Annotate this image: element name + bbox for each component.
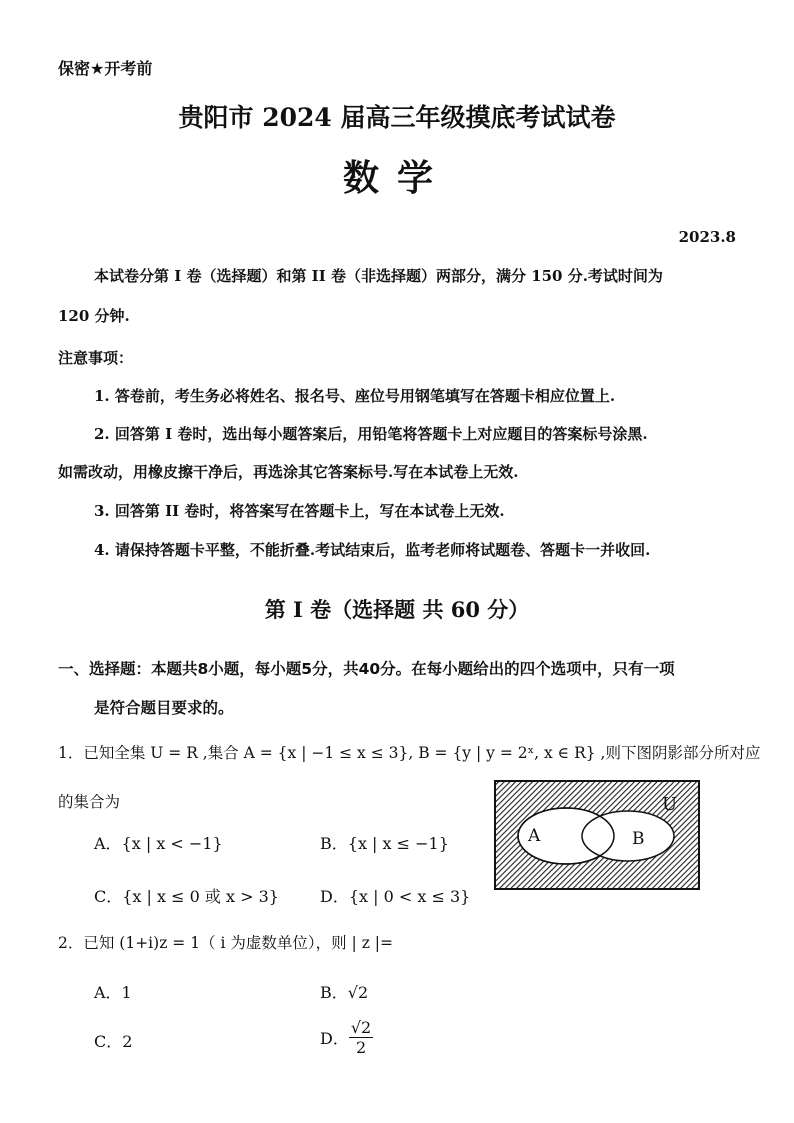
q1-option-c: C．{x | x ≤ 0 或 x > 3} [94, 887, 279, 906]
part-heading-line-2: 是符合题目要求的。 [94, 699, 234, 717]
note-item: 1. 答卷前，考生务必将姓名、报名号、座位号用钢笔填写在答题卡相应位置上. [94, 387, 616, 405]
q2-option-a: A．1 [94, 983, 132, 1002]
venn-diagram [494, 780, 700, 890]
q2-option-b-prefix: B． [320, 983, 348, 1002]
subject-title: 数学 [342, 157, 451, 199]
q1-stem-line-2: 的集合为 [58, 793, 121, 811]
q1-option-a: A．{x | x < −1} [94, 834, 223, 853]
universe-label: U [662, 794, 678, 815]
set-b-label: B [632, 829, 645, 849]
q2-option-b-value: √2 [347, 983, 369, 1002]
q1-option-d: D．{x | 0 < x ≤ 3} [320, 887, 471, 906]
notes-heading: 注意事项： [58, 349, 134, 367]
q2-option-d [320, 1018, 373, 1057]
note-item: 4. 请保持答题卡平整，不能折叠.考试结束后，监考老师将试题卷、答题卡一并收回. [94, 541, 651, 559]
intro-line-2: 120 分钟. [58, 307, 130, 325]
confidential-label: 保密★开考前 [58, 59, 153, 78]
q2-option-b [320, 980, 368, 1003]
q2-option-d-prefix: D． [320, 1029, 349, 1048]
q2-option-d-fraction [349, 1018, 373, 1057]
q1-stem-line-1: 1．已知全集 U = R ,集合 A = {x | −1 ≤ x ≤ 3}, B = {y | y = 2ˣ, x ∈ R} ,则下图阴影部分所对应 [58, 744, 761, 762]
exam-date: 2023.8 [678, 228, 736, 246]
part-heading-line-1: 一、选择题：本题共8小题，每小题5分，共40分。在每小题给出的四个选项中，只有一项 [58, 660, 675, 678]
q1-option-b: B．{x | x ≤ −1} [320, 834, 449, 853]
note-item: 2. 回答第 I 卷时，选出每小题答案后，用铅笔将答题卡上对应题目的答案标号涂黑. [94, 425, 648, 443]
note-item: 3. 回答第 II 卷时，将答案写在答题卡上，写在本试卷上无效. [94, 502, 505, 520]
fraction-numerator: √2 [350, 1018, 372, 1037]
set-b-ellipse [582, 811, 674, 861]
exam-title: 贵阳市 2024 届高三年级摸底考试试卷 [178, 103, 616, 132]
note-item-continuation: 如需改动，用橡皮擦干净后，再选涂其它答案标号.写在本试卷上无效. [58, 463, 519, 481]
section-title: 第 I 卷（选择题 共 60 分） [264, 597, 530, 622]
set-a-label: A [528, 826, 541, 846]
fraction-denominator: 2 [355, 1038, 367, 1057]
q2-option-c: C．2 [94, 1032, 133, 1051]
intro-line-1: 本试卷分第 I 卷（选择题）和第 II 卷（非选择题）两部分，满分 150 分.考试时间为 [94, 267, 663, 285]
q2-stem: 2．已知 (1+i)z = 1（ i 为虚数单位），则 | z |= [58, 934, 393, 952]
